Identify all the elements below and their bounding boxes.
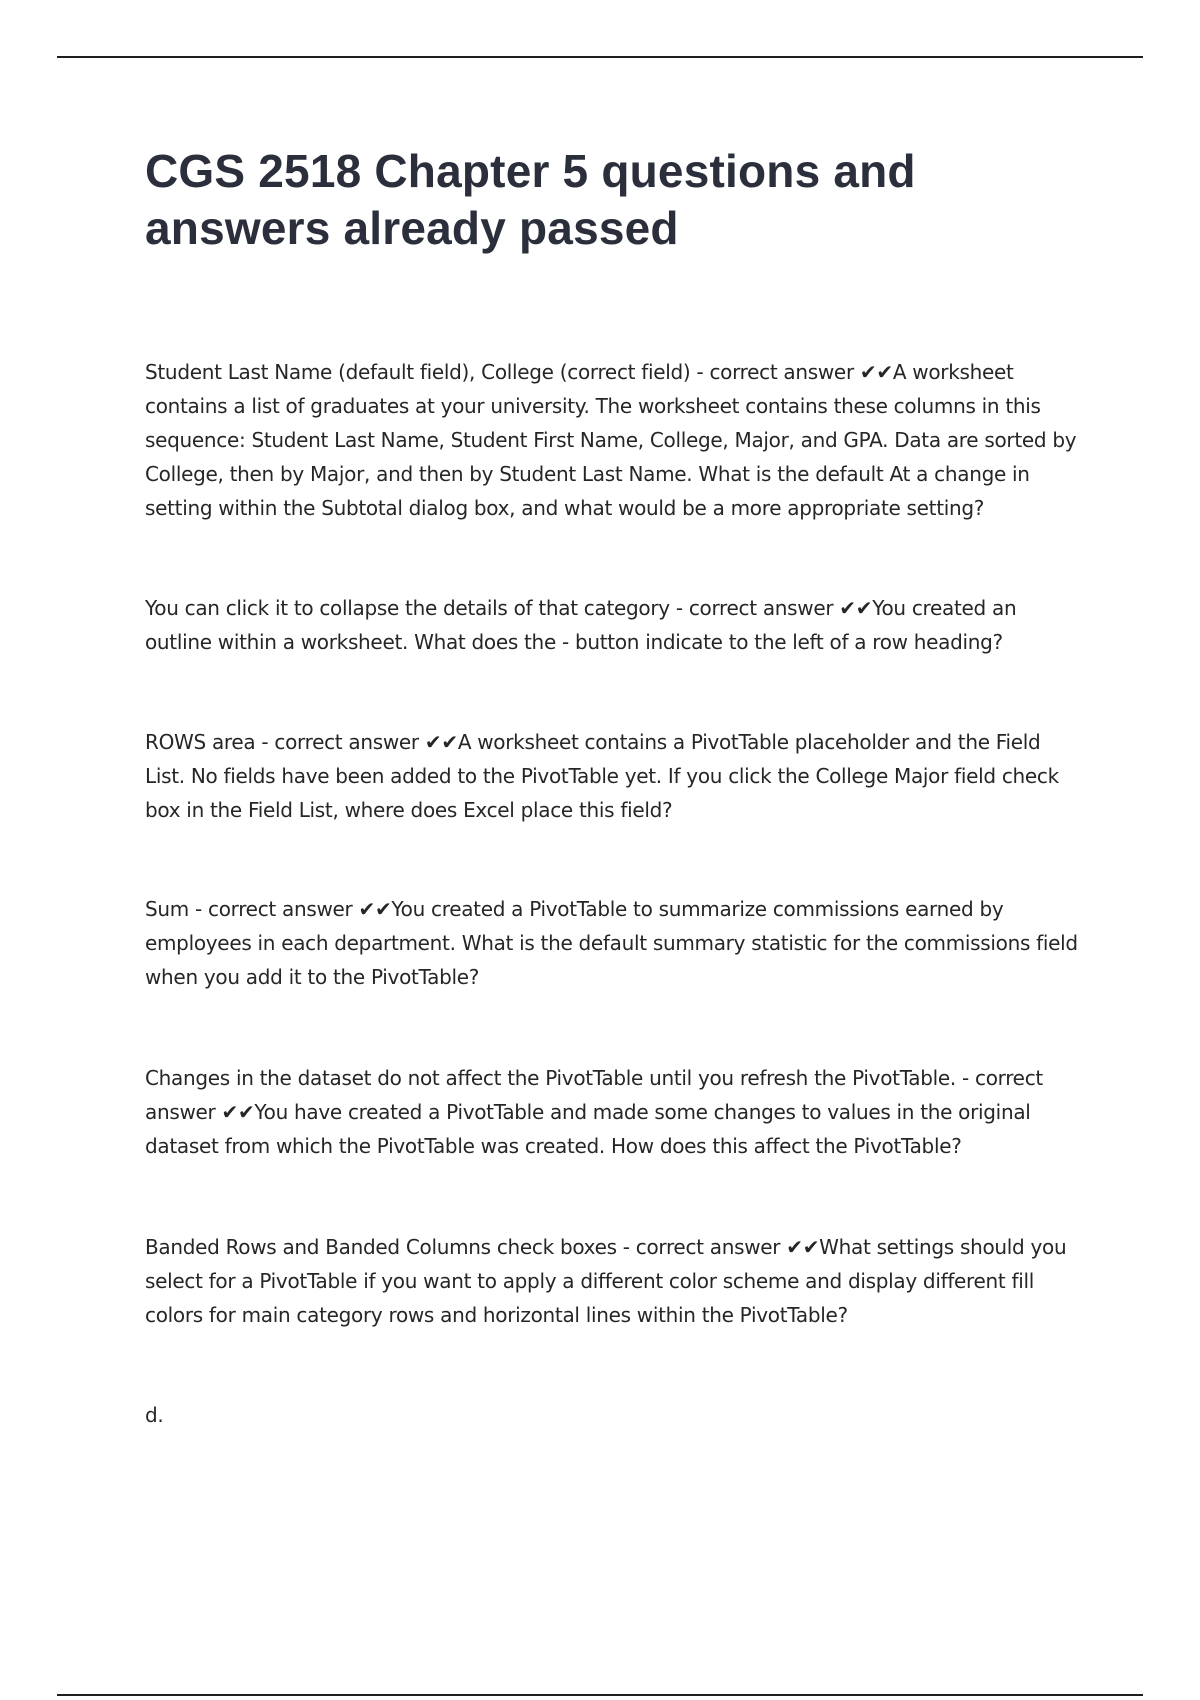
qa-question: You have created a PivotTable and made some changes to values in the original dataset from which the PivotTable was created. How does this affect the PivotTable? [145, 1100, 1031, 1158]
qa-answer: ROWS area [145, 730, 256, 754]
top-rule [57, 56, 1143, 58]
qa-question: You created an outline within a worksheet. What does the - button indicate to the left of a row heading? [145, 596, 1017, 654]
qa-answer: Changes in the dataset do not affect the PivotTable until you refresh the PivotTable. [145, 1066, 956, 1090]
qa-item [145, 591, 1085, 659]
qa-answer: Student Last Name (default field), College (correct field) [145, 360, 691, 384]
qa-answer: You can click it to collapse the details of that category [145, 596, 670, 620]
qa-question: A worksheet contains a PivotTable placeholder and the Field List. No fields have been added to the PivotTable yet. If you click the College Major field check box in the Field List, where does Excel place this field? [145, 730, 1059, 822]
qa-answer: Sum [145, 897, 189, 921]
trailing-text: d. [145, 1403, 164, 1427]
qa-question: A worksheet contains a list of graduates at your university. The worksheet contains these columns in this sequence: Student Last Name, Student First Name, College, Major, and GPA. Data are sorted by College, then by Major, and then by Student Last Name. What is the default At a change in setting within the Subtotal dialog box, and what would be a more appropriate setting? [145, 360, 1077, 520]
qa-item [145, 355, 1085, 525]
qa-question: What settings should you select for a PivotTable if you want to apply a different color scheme and display different fill colors for main category rows and horizontal lines within the PivotTable? [145, 1235, 1067, 1327]
bottom-rule [57, 1694, 1143, 1696]
qa-item [145, 1230, 1085, 1332]
qa-separator: - correct answer ✔✔ [255, 730, 458, 754]
qa-item [145, 892, 1085, 994]
qa-separator: - correct answer ✔✔ [188, 897, 392, 921]
document-title: CGS 2518 Chapter 5 questions and answers already passed [145, 145, 916, 254]
qa-item [145, 1061, 1085, 1163]
qa-question: You created a PivotTable to summarize commissions earned by employees in each department. What is the default summary statistic for the commissions field when you add it to the PivotTable? [145, 897, 1078, 989]
qa-answer: Banded Rows and Banded Columns check boxes [145, 1235, 617, 1259]
qa-separator: - correct answer ✔✔ [616, 1235, 820, 1259]
qa-separator: - correct answer ✔✔ [145, 1066, 1043, 1124]
qa-separator: - correct answer ✔✔ [690, 360, 893, 384]
qa-separator: - correct answer ✔✔ [669, 596, 873, 620]
qa-item [145, 725, 1085, 827]
